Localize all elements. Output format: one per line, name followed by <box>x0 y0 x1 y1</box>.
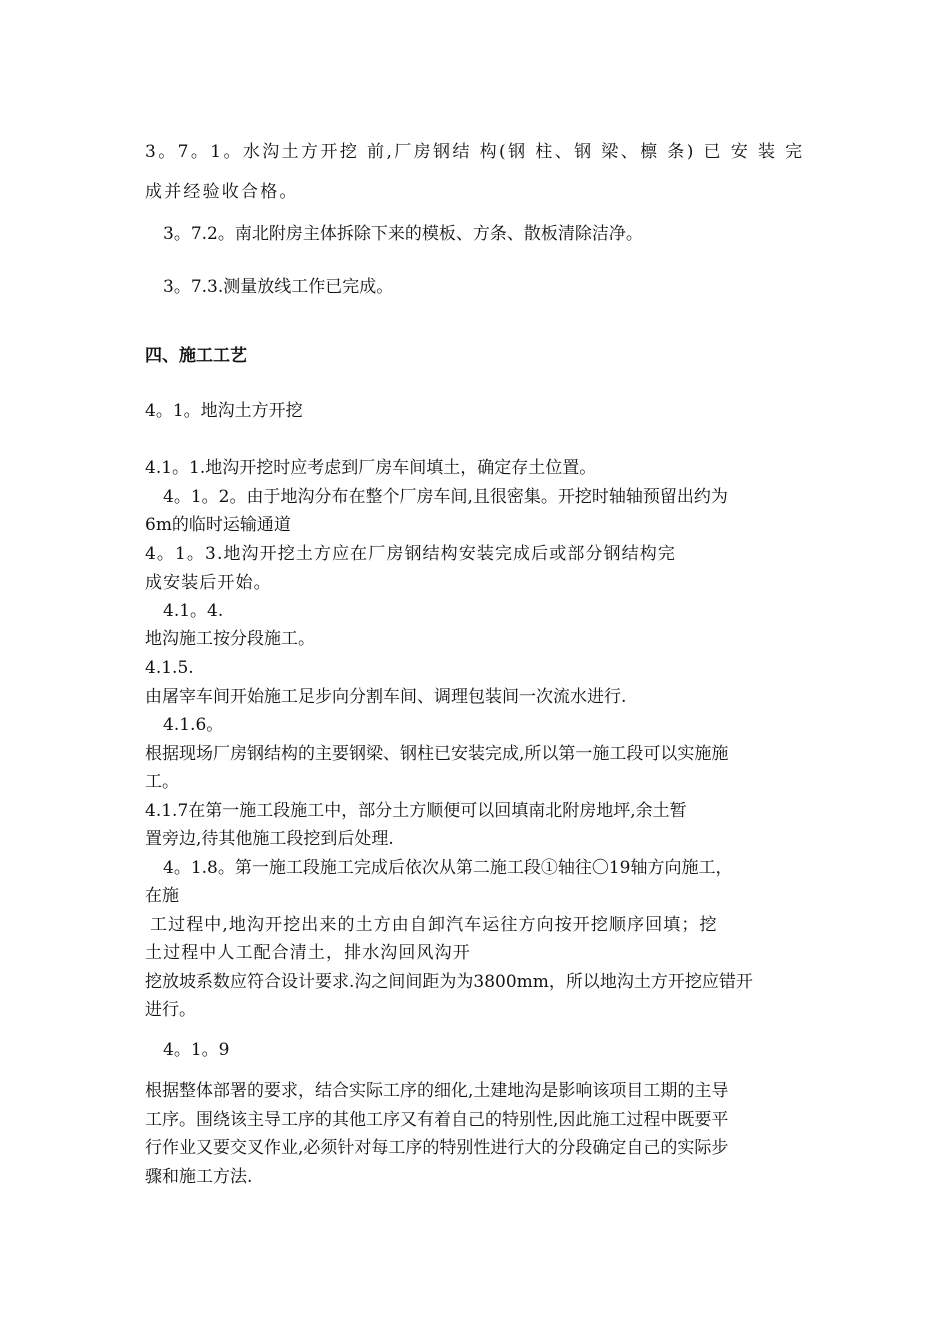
paragraph-4-1-6-number: 4.1.6。 <box>163 715 224 735</box>
paragraph-4-1-5-number: 4.1.5. <box>145 658 194 678</box>
item-3-7-3: 3。7.3.测量放线工作已完成。 <box>163 277 394 297</box>
paragraph-4-1-9-line2: 工序。围绕该主导工序的其他工序又有着自己的特别性,因此施工过程中既要平 <box>145 1110 729 1130</box>
paragraph-4-1-3-line2: 成安装后开始。 <box>145 573 272 593</box>
paragraph-4-1-9-number: 4。1。9 <box>163 1040 230 1060</box>
paragraph-4-1-9-line4: 骤和施工方法. <box>145 1167 253 1187</box>
paragraph-4-1-8-line2: 在施 <box>145 886 179 906</box>
paragraph-4-1-6-line2: 工。 <box>145 772 179 792</box>
paragraph-4-1-7-line1: 4.1.7在第一施工段施工中，部分土方顺便可以回填南北附房地坪,余土暂 <box>145 801 687 821</box>
item-3-7-1-line2: 成并经验收合格。 <box>145 182 299 202</box>
paragraph-4-1-2-line1: 4。1。2。由于地沟分布在整个厂房车间,且很密集。开挖时轴轴预留出约为 <box>163 487 728 507</box>
paragraph-4-1-8-line1: 4。1.8。第一施工段施工完成后依次从第二施工段①轴往〇19轴方向施工， <box>163 858 733 878</box>
paragraph-4-1-4-number: 4.1。4. <box>163 601 224 621</box>
item-3-7-1-line1: 3。7。1。水沟土方开挖 前,厂房钢结 构(钢 柱、钢 梁、檩 条) 已 安 装 完 <box>145 142 805 162</box>
paragraph-4-1-2-line2: 6m的临时运输通道 <box>145 515 291 535</box>
paragraph-4-1-1: 4.1。1.地沟开挖时应考虑到厂房车间填土，确定存土位置。 <box>145 458 597 478</box>
section-heading: 四、施工工艺 <box>145 346 247 366</box>
paragraph-4-1-8-line4: 土过程中人工配合清土，排水沟回风沟开 <box>145 943 471 963</box>
item-3-7-2: 3。7.2。南北附房主体拆除下来的模板、方条、散板清除洁净。 <box>163 224 643 244</box>
paragraph-4-1-5-text: 由屠宰车间开始施工足步向分割车间、调理包装间一次流水进行. <box>145 687 627 707</box>
subsection-4-1-title: 4。1。地沟土方开挖 <box>145 401 303 421</box>
paragraph-4-1-3-line1: 4。1。3.地沟开挖土方应在厂房钢结构安装完成后或部分钢结构完 <box>145 544 676 564</box>
paragraph-4-1-8-line3: 工过程中,地沟开挖出来的土方由自卸汽车运往方向按开挖顺序回填；挖 <box>150 915 718 935</box>
paragraph-4-1-8-line6: 进行。 <box>145 1000 196 1020</box>
paragraph-4-1-4-text: 地沟施工按分段施工。 <box>145 629 315 649</box>
paragraph-4-1-7-line2: 置旁边,待其他施工段挖到后处理. <box>145 829 394 849</box>
paragraph-4-1-9-line3: 行作业又要交叉作业,必须针对每工序的特别性进行大的分段确定自己的实际步 <box>145 1138 729 1158</box>
paragraph-4-1-8-line5: 挖放坡系数应符合设计要求.沟之间间距为为3800mm，所以地沟土方开挖应错开 <box>145 972 753 992</box>
paragraph-4-1-6-line1: 根据现场厂房钢结构的主要钢梁、钢柱已安装完成,所以第一施工段可以实施施 <box>145 744 729 764</box>
paragraph-4-1-9-line1: 根据整体部署的要求，结合实际工序的细化,土建地沟是影响该项目工期的主导 <box>145 1081 729 1101</box>
